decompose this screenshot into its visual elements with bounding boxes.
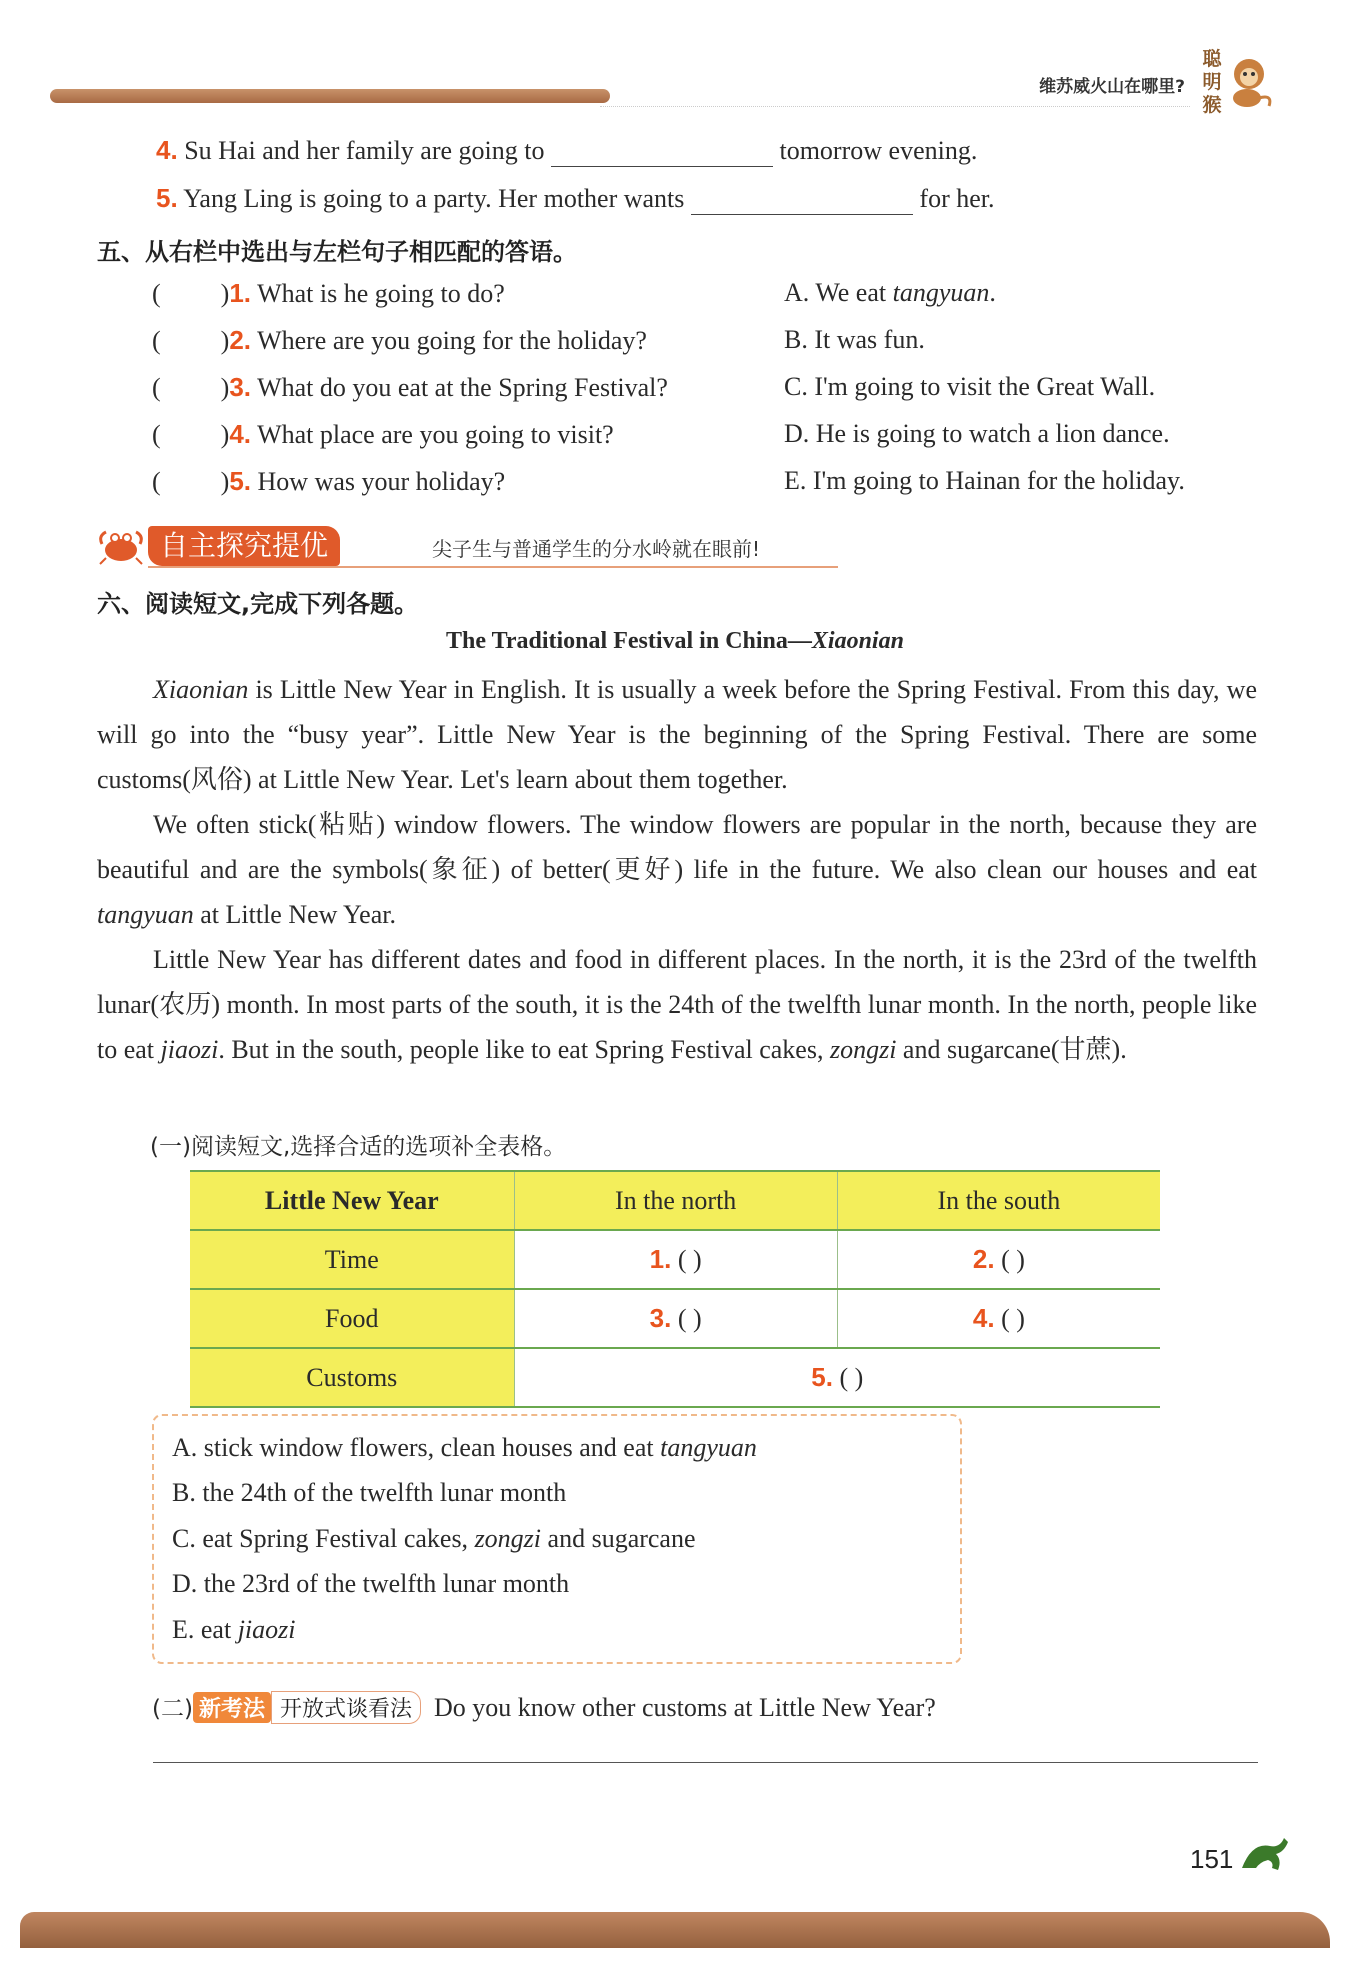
section-6-heading: 六、阅读短文,完成下列各题。	[97, 590, 419, 618]
open-question-badge: 开放式谈看法	[271, 1691, 421, 1724]
banner-tagline: 尖子生与普通学生的分水岭就在眼前!	[432, 537, 761, 561]
header-divider	[600, 106, 1190, 107]
answer-blank[interactable]	[691, 184, 913, 215]
option-item: D. the 23rd of the twelfth lunar month	[172, 1569, 570, 1598]
mascot-label: 聪明猴	[1202, 48, 1222, 116]
monkey-mascot-icon	[1225, 52, 1275, 110]
option-item: C. eat Spring Festival cakes, zongzi and sugarcane	[172, 1524, 696, 1553]
table-header: In the north	[514, 1171, 837, 1230]
answer-cell[interactable]: 1. ( )	[514, 1230, 837, 1289]
answer-option: B. It was fun.	[784, 325, 925, 354]
question-row: ( )3. What do you eat at the Spring Festival?	[152, 372, 668, 402]
passage-title: The Traditional Festival in China—Xiaonian	[446, 628, 904, 654]
answer-slot[interactable]	[161, 326, 221, 356]
banner-label: 自主探究提优	[148, 526, 340, 566]
answer-option: D. He is going to watch a lion dance.	[784, 419, 1170, 448]
running-title: 维苏威火山在哪里?	[1039, 77, 1185, 97]
table-header: In the south	[837, 1171, 1160, 1230]
sub-question-2: (二) 新考法 开放式谈看法 Do you know other customs at Little New Year?	[152, 1693, 936, 1722]
answer-slot[interactable]	[161, 279, 221, 309]
footer-bar	[20, 1912, 1330, 1948]
option-item: B. the 24th of the twelfth lunar month	[172, 1478, 567, 1507]
fill-item-5: 5. Yang Ling is going to a party. Her mother wants for her.	[156, 183, 995, 213]
table-header-row	[190, 1171, 1160, 1230]
answer-cell[interactable]: 5. ( )	[514, 1348, 1160, 1407]
paragraph-2: We often stick(粘贴) window flowers. The window flowers are popular in the north, because they are beautiful and are the symbols(象征) of better(更好) life in the future. We also clean our houses and eat tangyuan at Little New Year.	[97, 810, 1257, 929]
answer-slot[interactable]	[161, 420, 221, 450]
table-row	[190, 1289, 1160, 1348]
row-label: Customs	[190, 1348, 514, 1407]
answer-slot[interactable]	[161, 467, 221, 497]
header-bar	[50, 89, 610, 103]
answer-cell[interactable]: 4. ( )	[837, 1289, 1160, 1348]
answer-option: E. I'm going to Hainan for the holiday.	[784, 466, 1185, 495]
table-row	[190, 1230, 1160, 1289]
dinosaur-icon	[1238, 1832, 1290, 1876]
answer-line[interactable]	[153, 1762, 1258, 1763]
banner-underline	[148, 566, 838, 568]
fill-item-4: 4. Su Hai and her family are going to tomorrow evening.	[156, 135, 978, 165]
answer-blank[interactable]	[551, 136, 773, 167]
answer-cell[interactable]: 2. ( )	[837, 1230, 1160, 1289]
passage	[97, 667, 1257, 1072]
option-item: E. eat jiaozi	[172, 1615, 296, 1644]
row-label: Food	[190, 1289, 514, 1348]
table-header: Little New Year	[190, 1171, 514, 1230]
new-method-badge: 新考法	[193, 1692, 271, 1723]
table-row	[190, 1348, 1160, 1407]
paragraph-3: Little New Year has different dates and food in different places. In the north, it is the 23rd of the twelfth lunar(农历) month. In most parts of the south, it is the 24th of the twelfth lunar month. In the north, people like to eat jiaozi. But in the south, people like to eat Spring Festival cakes, zongzi and sugarcane(甘蔗).	[97, 945, 1257, 1064]
answer-option: C. I'm going to visit the Great Wall.	[784, 372, 1156, 401]
section-5-heading: 五、从右栏中选出与左栏句子相匹配的答语。	[97, 238, 577, 266]
answer-slot[interactable]	[161, 373, 221, 403]
answer-cell[interactable]: 3. ( )	[514, 1289, 837, 1348]
row-label: Time	[190, 1230, 514, 1289]
option-item: A. stick window flowers, clean houses and eat tangyuan	[172, 1433, 757, 1462]
sub-question-1: (一)阅读短文,选择合适的选项补全表格。	[150, 1134, 567, 1160]
page-number: 151	[1190, 1844, 1234, 1874]
answer-table	[190, 1170, 1160, 1408]
crab-icon	[96, 526, 146, 566]
question-row: ( )1. What is he going to do?	[152, 278, 505, 308]
question-row: ( )4. What place are you going to visit?	[152, 419, 614, 449]
question-row: ( )5. How was your holiday?	[152, 466, 506, 496]
question-row: ( )2. Where are you going for the holiday?	[152, 325, 647, 355]
answer-option: A. We eat tangyuan.	[784, 278, 996, 307]
paragraph-1: Xiaonian is Little New Year in English. It is usually a week before the Spring Festival. From this day, we will go into the “busy year”. Little New Year is the beginning of the Spring Festival. There are some customs(风俗) at Little New Year. Let's learn about them together.	[97, 675, 1257, 794]
